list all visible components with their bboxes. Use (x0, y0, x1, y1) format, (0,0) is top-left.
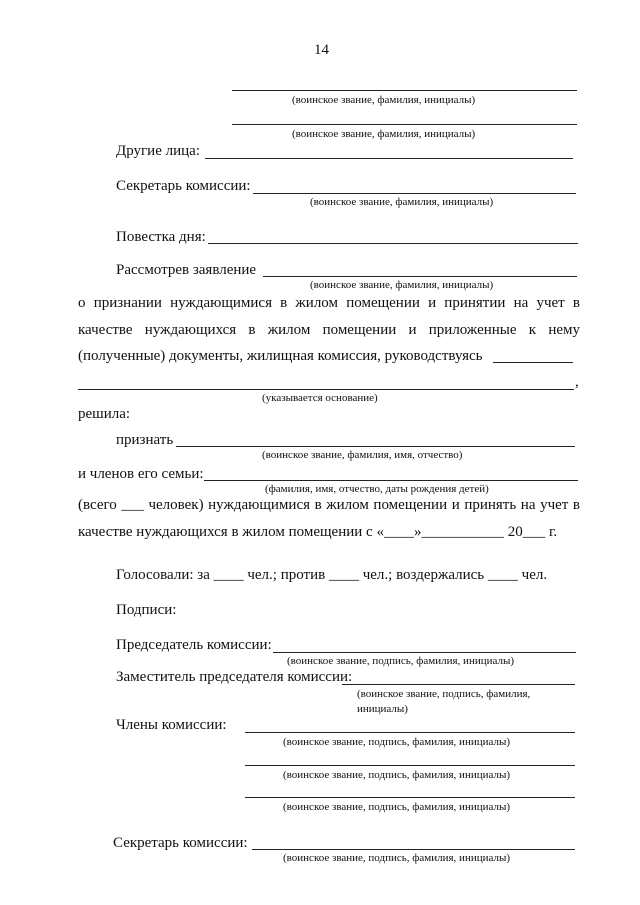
basis-line (78, 389, 574, 390)
family-label: и членов его семьи: (78, 466, 204, 482)
total-line: (всего ___ человек) нуждающимися в жилом помещении и принять на учет в (78, 497, 580, 513)
recognize-label: признать (116, 432, 174, 448)
body-line-2: качестве нуждающихся в жилом помещении и приложенные к нему (78, 322, 580, 338)
considered-label: Рассмотрев заявление (116, 262, 257, 278)
comma: , (575, 374, 579, 390)
caption-deputy-1: (воинское звание, подпись, фамилия, (357, 688, 531, 700)
voting-line: Голосовали: за ____ чел.; против ____ чел.; воздержались ____ чел. (116, 567, 548, 583)
page-number: 14 (314, 42, 329, 58)
body-line-3: (полученные) документы, жилищная комиссия, руководствуясь (78, 348, 483, 364)
deputy-label: Заместитель председателя комиссии: (116, 669, 353, 685)
caption-rank-name: (воинское звание, фамилия, инициалы) (310, 279, 494, 291)
date-line: качестве нуждающихся в жилом помещении с «____»___________ 20___ г. (78, 524, 558, 540)
caption-rank-name: (воинское звание, фамилия, инициалы) (310, 196, 494, 208)
decided-label: решила: (78, 406, 131, 422)
signature-line (232, 90, 577, 91)
caption-deputy-2: инициалы) (357, 703, 408, 715)
caption-family: (фамилия, имя, отчество, даты рождения детей) (265, 483, 489, 495)
members-label: Члены комиссии: (116, 717, 227, 733)
secretary-signature-line (252, 849, 575, 850)
chairman-line (273, 652, 576, 653)
secretary-label: Секретарь комиссии: (116, 178, 251, 194)
signature-line (232, 124, 577, 125)
caption-rank-name: (воинское звание, фамилия, инициалы) (292, 94, 476, 106)
body-line-1: о признании нуждающимися в жилом помещении и принятии на учет в (78, 295, 580, 311)
secretary-signature-label: Секретарь комиссии: (113, 835, 248, 851)
basis-line-start (493, 362, 573, 363)
secretary-line (253, 193, 576, 194)
caption-rank-sign-name: (воинское звание, подпись, фамилия, инициалы) (287, 655, 515, 667)
agenda-line (208, 243, 578, 244)
member-line (245, 797, 575, 798)
caption-basis: (указывается основание) (262, 392, 378, 404)
caption-rank-sign-name: (воинское звание, подпись, фамилия, инициалы) (283, 736, 511, 748)
caption-rank-sign-name: (воинское звание, подпись, фамилия, инициалы) (283, 769, 511, 781)
caption-rank-sign-name: (воинское звание, подпись, фамилия, инициалы) (283, 801, 511, 813)
family-line (204, 480, 578, 481)
applicant-line (263, 276, 577, 277)
caption-rank-name: (воинское звание, фамилия, инициалы) (292, 128, 476, 140)
member-line (245, 765, 575, 766)
caption-rank-sign-name: (воинское звание, подпись, фамилия, инициалы) (283, 852, 511, 864)
recognized-person-line (176, 446, 575, 447)
chairman-label: Председатель комиссии: (116, 637, 272, 653)
other-persons-label: Другие лица: (116, 143, 200, 159)
member-line (245, 732, 575, 733)
caption-rank-full-name: (воинское звание, фамилия, имя, отчество) (262, 449, 463, 461)
agenda-label: Повестка дня: (116, 229, 206, 245)
deputy-line (342, 684, 575, 685)
signatures-label: Подписи: (116, 602, 177, 618)
other-persons-line (205, 158, 573, 159)
